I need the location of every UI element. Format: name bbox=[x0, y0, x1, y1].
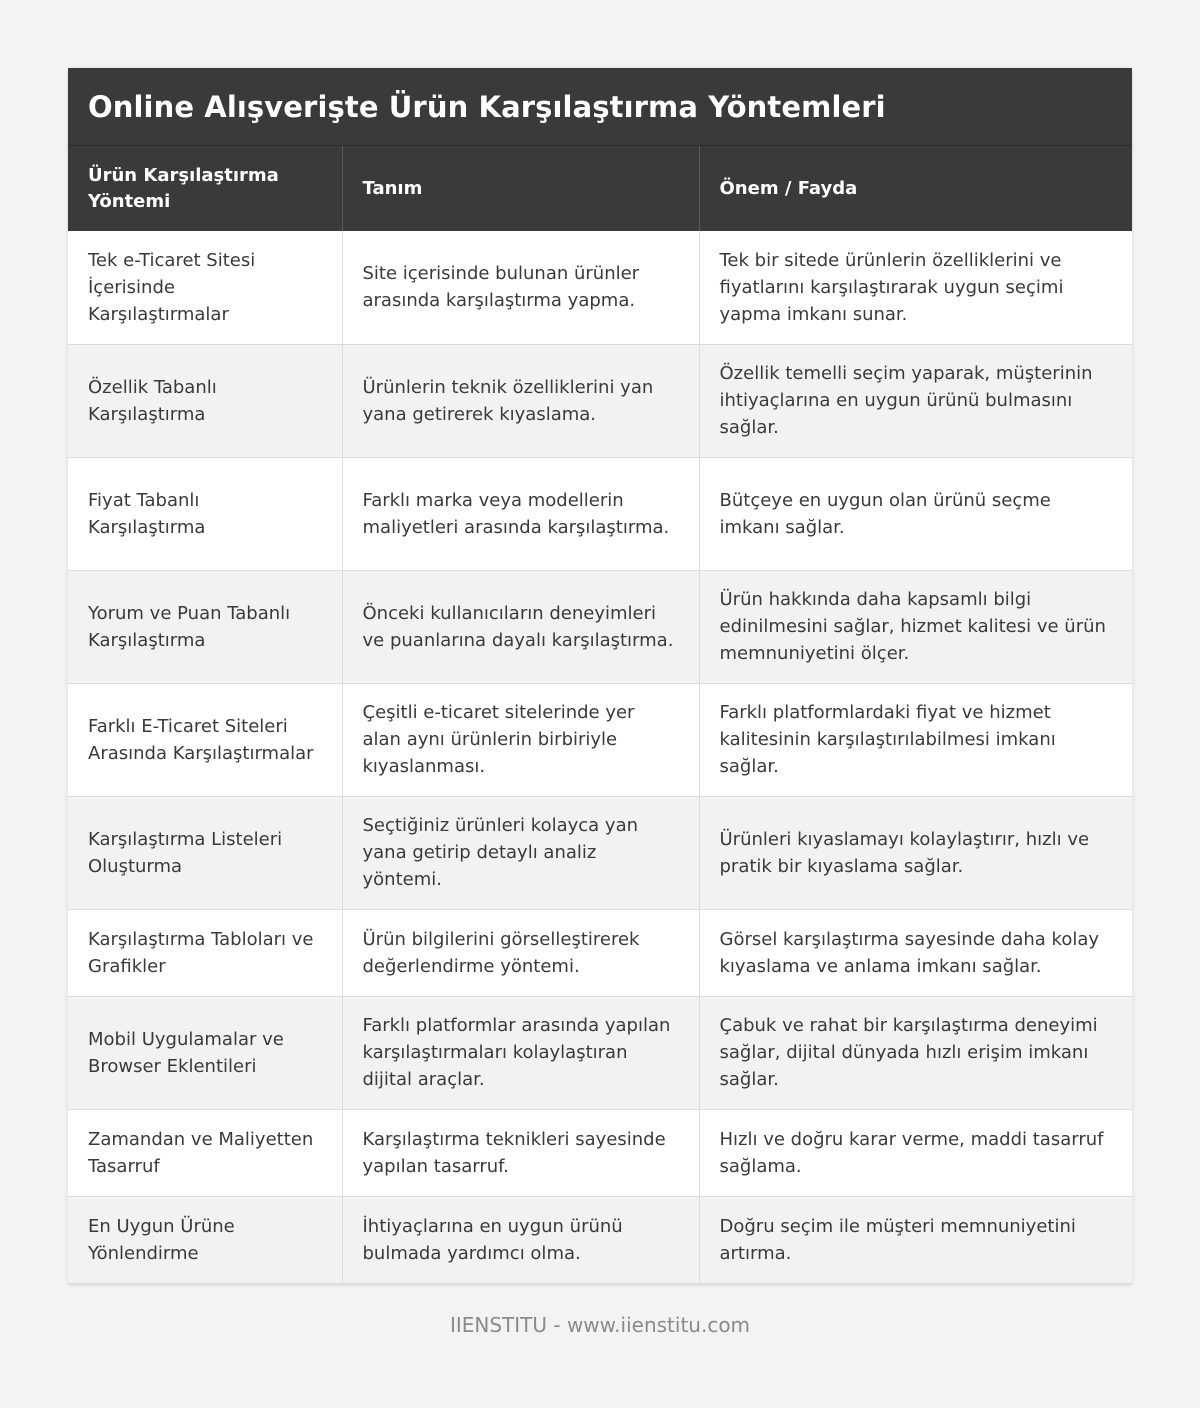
cell-definition: Site içerisinde bulunan ürünler arasında karşılaştırma yapma. bbox=[342, 231, 699, 344]
cell-definition: Ürün bilgilerini görselleştirerek değerlendirme yöntemi. bbox=[342, 909, 699, 996]
cell-benefit: Ürünleri kıyaslamayı kolaylaştırır, hızlı ve pratik bir kıyaslama sağlar. bbox=[699, 796, 1132, 909]
cell-method: Fiyat Tabanlı Karşılaştırma bbox=[68, 457, 342, 570]
cell-definition: Çeşitli e-ticaret sitelerinde yer alan aynı ürünlerin birbiriyle kıyaslanması. bbox=[342, 683, 699, 796]
cell-definition: Karşılaştırma teknikleri sayesinde yapılan tasarruf. bbox=[342, 1109, 699, 1196]
cell-method: Zamandan ve Maliyetten Tasarruf bbox=[68, 1109, 342, 1196]
cell-method: Farklı E-Ticaret Siteleri Arasında Karşılaştırmalar bbox=[68, 683, 342, 796]
cell-method: Tek e-Ticaret Sitesi İçerisinde Karşılaştırmalar bbox=[68, 231, 342, 344]
table-row bbox=[68, 1196, 1132, 1283]
cell-benefit: Doğru seçim ile müşteri memnuniyetini artırma. bbox=[699, 1196, 1132, 1283]
table-row bbox=[68, 231, 1132, 344]
cell-benefit: Farklı platformlardaki fiyat ve hizmet kalitesinin karşılaştırılabilmesi imkanı sağlar. bbox=[699, 683, 1132, 796]
cell-definition: Önceki kullanıcıların deneyimleri ve puanlarına dayalı karşılaştırma. bbox=[342, 570, 699, 683]
cell-method: En Uygun Ürüne Yönlendirme bbox=[68, 1196, 342, 1283]
cell-benefit: Görsel karşılaştırma sayesinde daha kolay kıyaslama ve anlama imkanı sağlar. bbox=[699, 909, 1132, 996]
cell-benefit: Çabuk ve rahat bir karşılaştırma deneyimi sağlar, dijital dünyada hızlı erişim imkanı sağlar. bbox=[699, 996, 1132, 1109]
cell-method: Karşılaştırma Tabloları ve Grafikler bbox=[68, 909, 342, 996]
table-row bbox=[68, 1109, 1132, 1196]
column-header-benefit: Önem / Fayda bbox=[699, 146, 1132, 231]
cell-method: Mobil Uygulamalar ve Browser Eklentileri bbox=[68, 996, 342, 1109]
cell-method: Yorum ve Puan Tabanlı Karşılaştırma bbox=[68, 570, 342, 683]
page-title: Online Alışverişte Ürün Karşılaştırma Yöntemleri bbox=[88, 89, 886, 124]
cell-definition: Farklı platformlar arasında yapılan karşılaştırmaları kolaylaştıran dijital araçlar. bbox=[342, 996, 699, 1109]
title-bar bbox=[68, 68, 1132, 146]
cell-definition: Ürünlerin teknik özelliklerini yan yana getirerek kıyaslama. bbox=[342, 344, 699, 457]
footer-credit: IIENSTITU - www.iienstitu.com bbox=[449, 1313, 751, 1337]
comparison-table-card bbox=[68, 68, 1132, 1284]
table-header-row bbox=[68, 146, 1132, 231]
cell-benefit: Hızlı ve doğru karar verme, maddi tasarruf sağlama. bbox=[699, 1109, 1132, 1196]
cell-definition: İhtiyaçlarına en uygun ürünü bulmada yardımcı olma. bbox=[342, 1196, 699, 1283]
table-row bbox=[68, 683, 1132, 796]
cell-definition: Farklı marka veya modellerin maliyetleri arasında karşılaştırma. bbox=[342, 457, 699, 570]
cell-benefit: Bütçeye en uygun olan ürünü seçme imkanı sağlar. bbox=[699, 457, 1132, 570]
table-row bbox=[68, 570, 1132, 683]
cell-benefit: Ürün hakkında daha kapsamlı bilgi edinilmesini sağlar, hizmet kalitesi ve ürün memnuniyetini ölçer. bbox=[699, 570, 1132, 683]
cell-definition: Seçtiğiniz ürünleri kolayca yan yana getirip detaylı analiz yöntemi. bbox=[342, 796, 699, 909]
cell-benefit: Özellik temelli seçim yaparak, müşterinin ihtiyaçlarına en uygun ürünü bulmasını sağlar. bbox=[699, 344, 1132, 457]
cell-method: Özellik Tabanlı Karşılaştırma bbox=[68, 344, 342, 457]
cell-method: Karşılaştırma Listeleri Oluşturma bbox=[68, 796, 342, 909]
table-row bbox=[68, 344, 1132, 457]
table-row bbox=[68, 909, 1132, 996]
comparison-table bbox=[68, 146, 1132, 1284]
column-header-method: Ürün Karşılaştırma Yöntemi bbox=[68, 146, 342, 231]
table-row bbox=[68, 996, 1132, 1109]
table-row bbox=[68, 457, 1132, 570]
cell-benefit: Tek bir sitede ürünlerin özelliklerini ve fiyatlarını karşılaştırarak uygun seçimi yapma imkanı sunar. bbox=[699, 231, 1132, 344]
table-row bbox=[68, 796, 1132, 909]
column-header-definition: Tanım bbox=[342, 146, 699, 231]
